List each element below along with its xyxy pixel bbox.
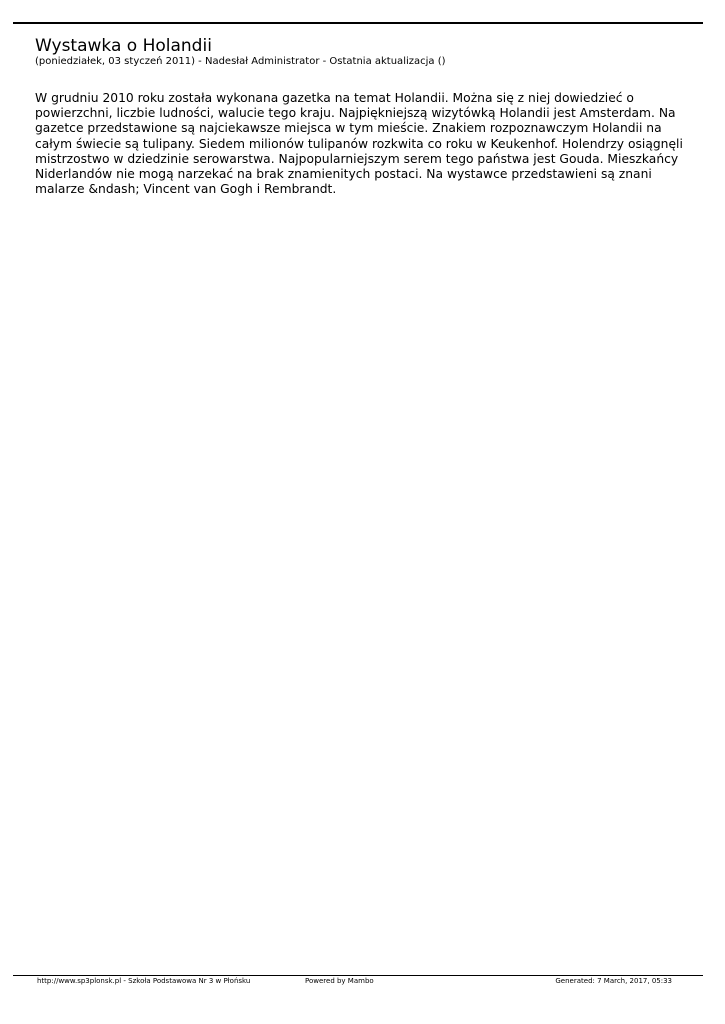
article-title: Wystawka o Holandii (35, 36, 212, 56)
footer-site-link[interactable]: http://www.sp3plonsk.pl - Szkoła Podstawowa Nr 3 w Płońsku (37, 977, 251, 985)
footer-generated-date: Generated: 7 March, 2017, 05:33 (555, 977, 672, 985)
article-meta: (poniedziałek, 03 styczeń 2011) - Nadesłał Administrator - Ostatnia aktualizacja () (35, 56, 446, 67)
header-divider (13, 22, 703, 24)
footer-powered-by: Powered by Mambo (305, 977, 374, 985)
footer (0, 977, 725, 989)
footer-divider (13, 975, 703, 976)
article-body: W grudniu 2010 roku została wykonana gazetka na temat Holandii. Można się z niej dowiedzieć o powierzchni, liczbie ludności, walucie tego kraju. Najpiękniejszą wizytówką Holandii jest Amsterdam. Na gazetce przedstawione są najciekawsze miejsca w tym mieście. Znakiem rozpoznawczym Holandii na całym świecie są tulipany. Siedem milionów tulipanów rozkwita co roku w Keukenhof. Holendrzy osiągnęli mistrzostwo w dziedzinie serowarstwa. Najpopularniejszym serem tego państwa jest Gouda. Mieszkańcy Niderlandów nie mogą narzekać na brak znamienitych postaci. Na wystawce przedstawieni są znani malarze &ndash; Vincent van Gogh i Rembrandt. (35, 91, 683, 197)
